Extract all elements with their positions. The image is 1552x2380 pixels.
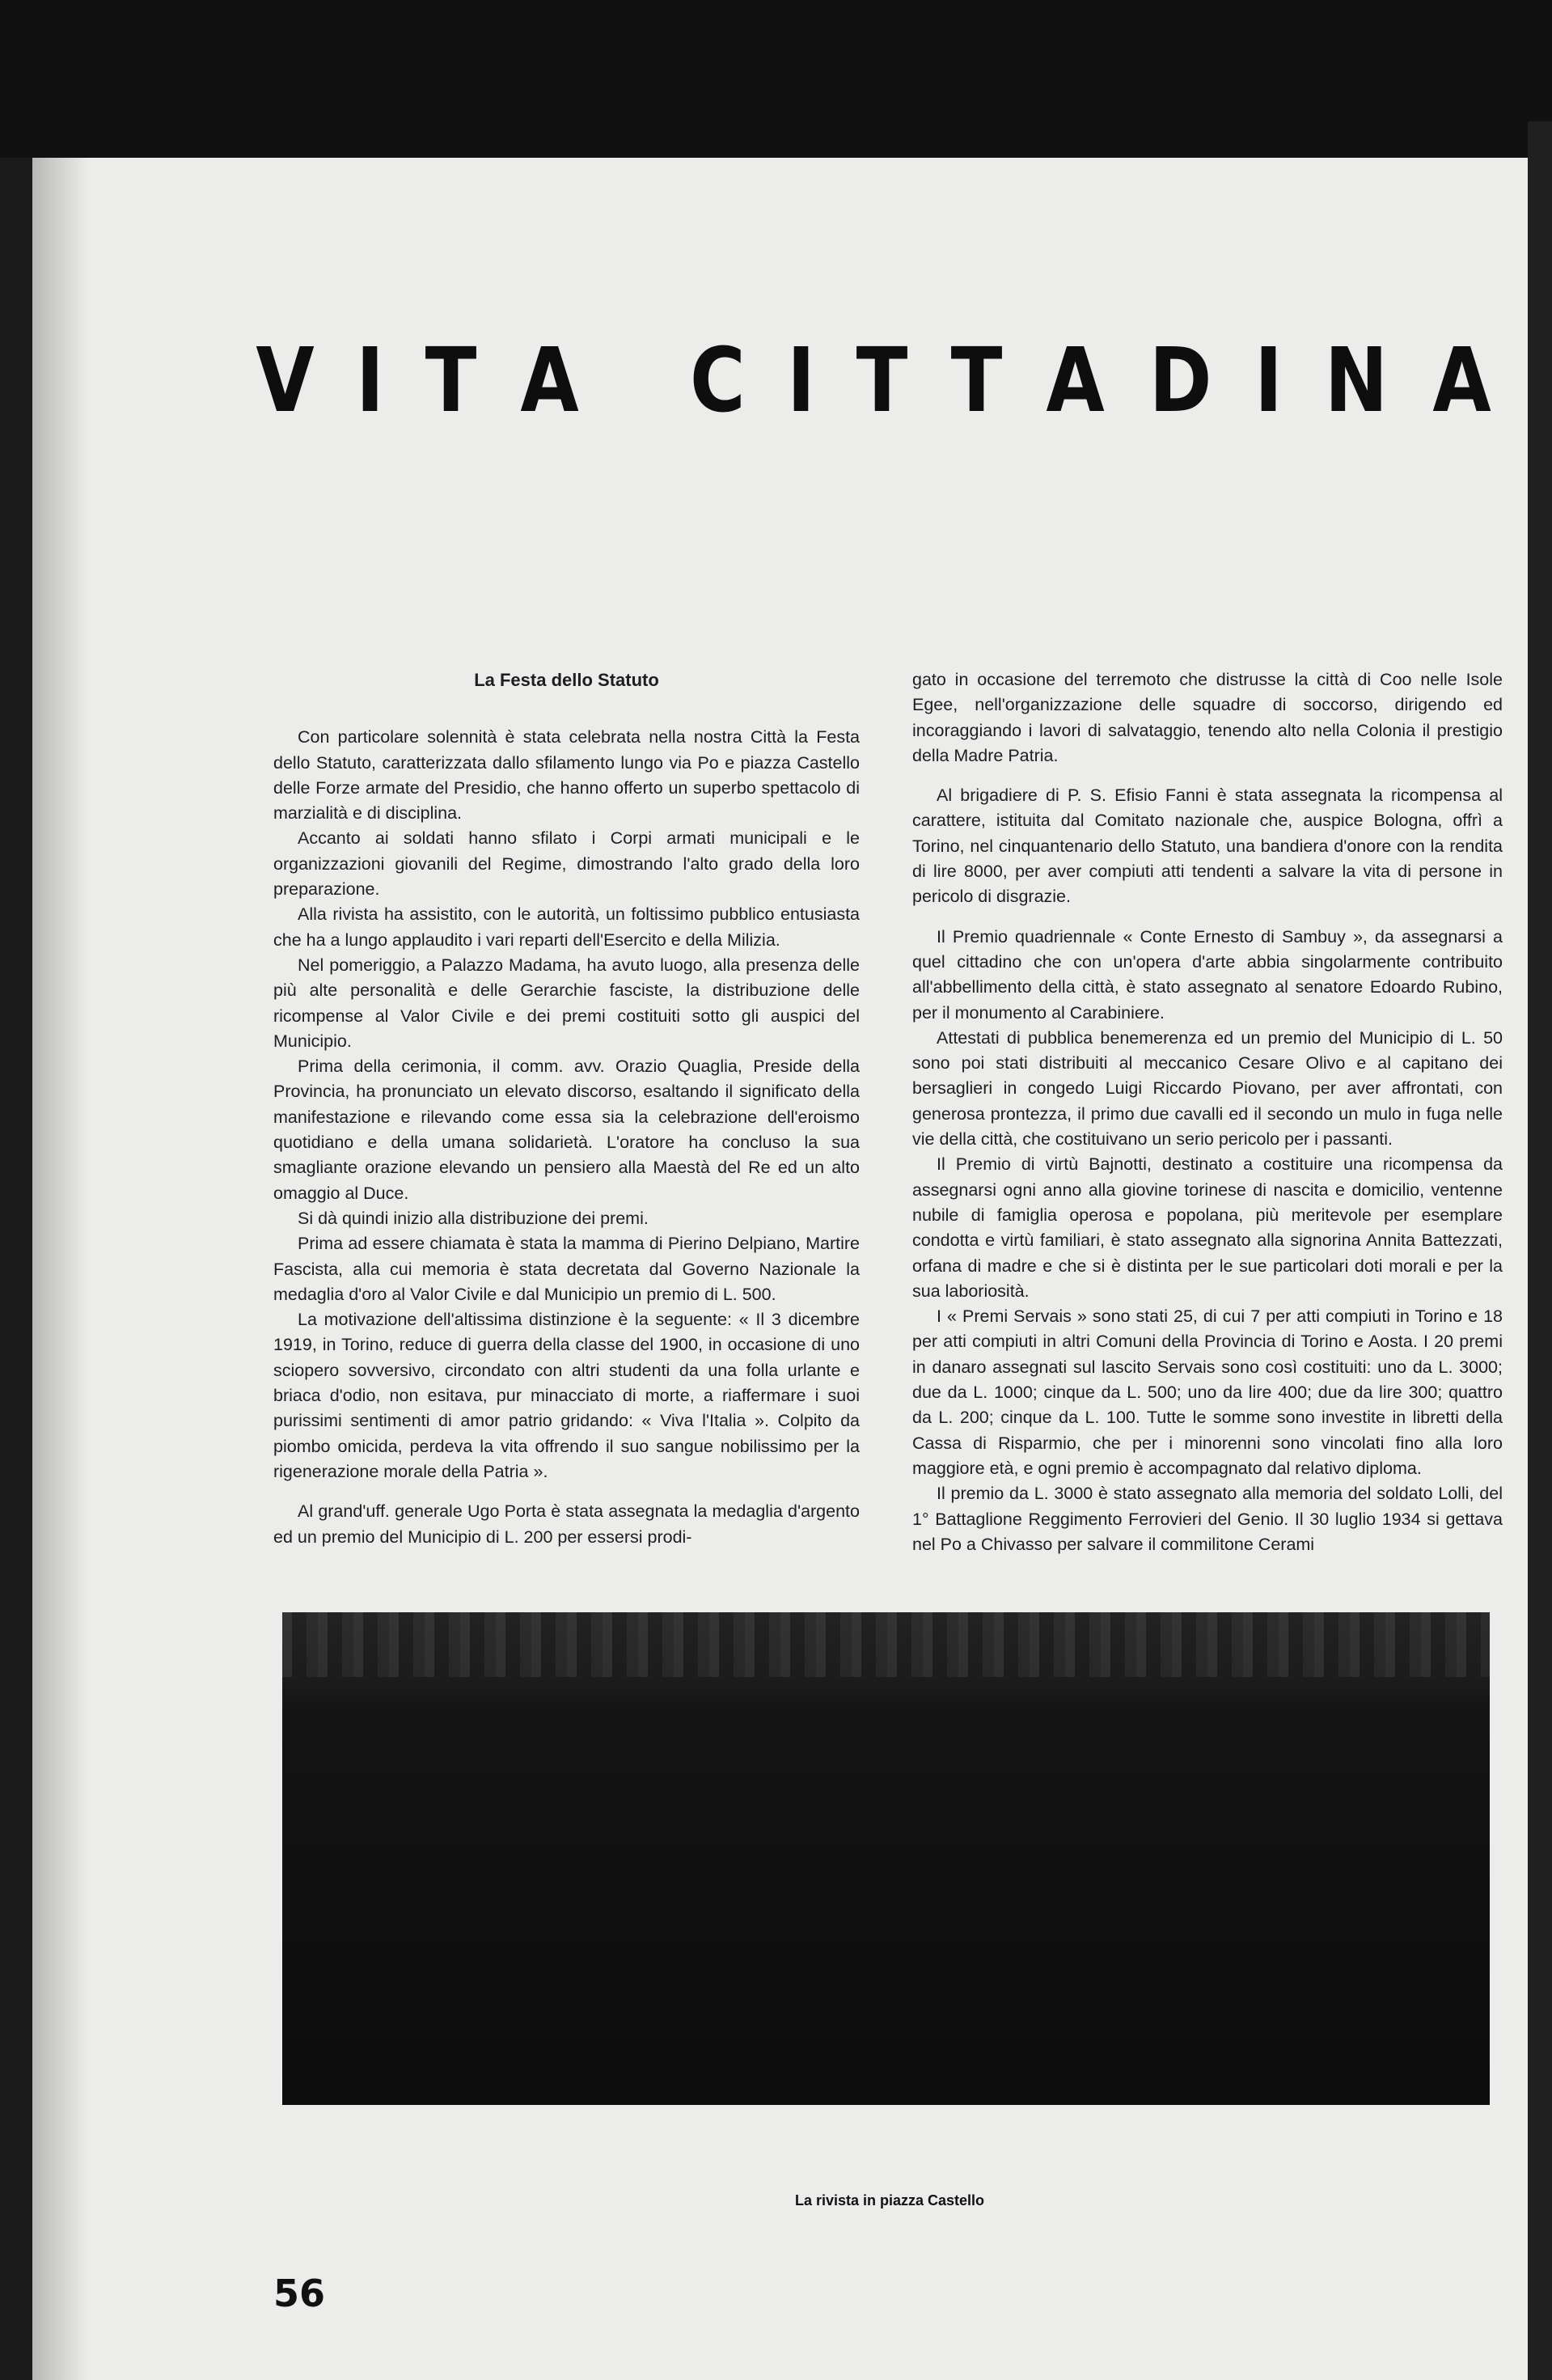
article-paragraph: Accanto ai soldati hanno sfilato i Corpi armati municipali e le organizzazioni giovanili del Regime, dimostrando l'alto grado della loro preparazione. <box>273 828 860 900</box>
article-paragraph: I « Premi Servais » sono stati 25, di cui 7 per atti compiuti in Torino e 18 per atti compiuti in altri Comuni della Provincia di Torino e Aosta. I 20 premi in danaro assegnati sul lascito Servais sono così costituiti: uno da L. 3000; due da L. 1000; cinque da L. 500; uno da lire 400; due da lire 300; quattro da L. 200; cinque da L. 100. Tutte le somme sono investite in libretti della Cassa di Risparmio, che per i minorenni sono vincolati fino alla loro maggiore età, e ogni premio è accompagnato dal relativo diploma. <box>912 1306 1503 1478</box>
headline-letter: T <box>950 328 1003 432</box>
headline-letter: I <box>356 328 385 432</box>
article-paragraph: Prima ad essere chiamata è stata la mamma di Pierino Delpiano, Martire Fascista, alla cui memoria è stata decretata dal Governo Nazionale la medaglia d'oro al Valor Civile e dal Municipio un premio di L. 500. <box>273 1234 860 1304</box>
headline-letter: T <box>856 328 908 432</box>
headline-letter: I <box>1254 328 1283 432</box>
headline-letter: T <box>425 328 477 432</box>
headline-letter: D <box>1148 328 1212 432</box>
article-paragraph: gato in occasione del terremoto che distrusse la città di Coo nelle Isole Egee, nell'organizzazione delle squadre di soccorso, dirigendo ed incoraggiando i lavori di salvataggio, tenendo alto nella Colonia il prestigio della Madre Patria. <box>912 670 1503 765</box>
scan-border-right <box>1528 121 1552 2380</box>
article-paragraph: Attestati di pubblica benemerenza ed un premio del Municipio di L. 50 sono poi stati distribuiti al meccanico Cesare Olivo e al capitano dei bersaglieri in congedo Luigi Riccardo Piovano, per aver affrontati, con generosa prontezza, il primo due cavalli ed il secondo un mulo in fuga nelle vie della città, che costituivano un serio pericolo per i passanti. <box>912 1027 1503 1150</box>
headline-letter: V <box>256 328 315 432</box>
photo-treeline <box>282 1612 1490 1677</box>
article-paragraph: Il Premio di virtù Bajnotti, destinato a costituire una ricompensa da assegnarsi ogni anno alla giovine torinese di nascita e domicilio, ventenne nubile di famiglia operosa e popolana, più meritevole per esemplare condotta e virtù familiari, è stato assegnato alla signorina Annita Battezzati, orfana di madre e che si è distinta per le sue particolari doti morali e per la sua laboriosità. <box>912 1154 1503 1301</box>
article-paragraph: Si dà quindi inizio alla distribuzione dei premi. <box>298 1208 649 1228</box>
article-paragraph: Con particolare solennità è stata celebrata nella nostra Città la Festa dello Statuto, caratterizzata dallo sfilamento lungo via Po e piazza Castello delle Forze armate del Presidio, che hanno offerto un superbo spettacolo di marzialità e di disciplina. <box>273 727 860 824</box>
headline-letter: C <box>689 328 746 432</box>
headline-letter: A <box>1046 328 1105 432</box>
scan-border-top <box>0 0 1552 158</box>
article-column-left <box>273 667 860 1550</box>
photo-caption: La rivista in piazza Castello <box>794 2192 985 2208</box>
article-photo <box>282 1612 1490 2105</box>
page-number: 56 <box>273 2272 326 2315</box>
section-headline <box>251 328 1496 432</box>
article-title: La Festa dello Statuto <box>474 670 659 690</box>
headline-letter: A <box>1432 328 1491 432</box>
scan-shadow-left <box>32 158 89 2380</box>
article-paragraph: La motivazione dell'altissima distinzione è la seguente: « Il 3 dicembre 1919, in Torino, reduce di guerra della classe del 1900, in occasione di uno sciopero sovversivo, circondato con altri studenti da una folla urlante e briaca d'odio, non esitava, pur minacciato di morte, a riaffermare i suoi purissimi sentimenti di amor patrio gridando: « Viva l'Italia ». Colpito da piombo omicida, perdeva la vita offrendo il suo sangue nobilissimo per la rigenerazione morale della Patria ». <box>273 1310 860 1481</box>
article-column-right <box>912 667 1503 1557</box>
article-paragraph: Al grand'uff. generale Ugo Porta è stata assegnata la medaglia d'argento ed un premio del Municipio di L. 200 per essersi prodi- <box>273 1501 860 1547</box>
headline-letter: N <box>1324 328 1388 432</box>
headline-letter: A <box>520 328 580 432</box>
article-paragraph: Nel pomeriggio, a Palazzo Madama, ha avuto luogo, alla presenza delle più alte personalità e delle Gerarchie fasciste, la distribuzione delle ricompense al Valor Civile e dei premi costituiti sotto gli auspici del Municipio. <box>273 955 860 1051</box>
article-paragraph: Alla rivista ha assistito, con le autorità, un foltissimo pubblico entusiasta che ha a lungo applaudito i vari reparti dell'Esercito e della Milizia. <box>273 904 860 950</box>
article-paragraph: Il premio da L. 3000 è stato assegnato alla memoria del soldato Lolli, del 1° Battaglione Reggimento Ferrovieri del Genio. Il 30 luglio 1934 si gettava nel Po a Chivasso per salvare il commilitone Cerami <box>912 1484 1503 1554</box>
article-paragraph: Il Premio quadriennale « Conte Ernesto di Sambuy », da assegnarsi a quel cittadino che con un'opera d'arte abbia singolarmente contribuito all'abbellimento della città, è stato assegnato al senatore Edoardo Rubino, per il monumento al Carabiniere. <box>912 926 1503 1023</box>
headline-letter: I <box>786 328 815 432</box>
article-paragraph: Prima della cerimonia, il comm. avv. Orazio Quaglia, Preside della Provincia, ha pronunciato un elevato discorso, esaltando il significato della manifestazione e rilevando come essa sia la celebrazione dell'eroismo quotidiano e della umana solidarietà. L'oratore ha concluso la sua smagliante orazione elevando un pensiero alla Maestà del Re ed un alto omaggio al Duce. <box>273 1057 860 1203</box>
article-paragraph: Al brigadiere di P. S. Efisio Fanni è stata assegnata la ricompensa al carattere, istituita dal Comitato nazionale che, auspice Bologna, offrì a Torino, nel cinquantenario dello Statuto, una bandiera d'onore con la rendita di lire 8000, per aver compiuti atti tendenti a salvare la vita di persone in pericolo di disgrazie. <box>912 786 1503 907</box>
